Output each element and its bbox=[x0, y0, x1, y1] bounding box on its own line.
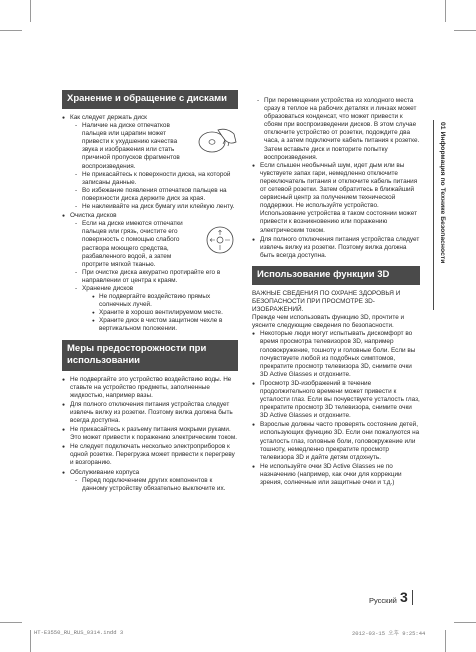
list-item: - Не прикасайтесь к поверхности диска, на которой записаны данные. bbox=[75, 171, 238, 187]
section-heading-precautions: Меры предосторожности при использовании bbox=[62, 340, 238, 371]
list-item: ● Храните диск в чистом защитном чехле в вертикальном положении. bbox=[92, 317, 238, 333]
list-item: ● Как следует держать диск - Наличие на диске отпечатков пальцев или царапин может привести к ухудшению качества звука и изображения или стать причиной пропусков фрагментов воспроизведения. - Не прикасайтесь к поверхности диска, на которой записаны данные. - Во избежание появления отпечатков пальцев на поверхности диска держите диск за края. - Не наклеивайте на диск бумагу или клейкую ленту. bbox=[62, 114, 238, 211]
list-item: - При перемещении устройства из холодного места сразу в теплое на рабочих деталях и линзах может образоваться конденсат, что может привести к сбоям при воспроизведении дисков. В этом случае отключите устройство от розетки, подождите два часа, а затем подключите кабель питания к розетке. Затем вставьте диск и повторите попытку воспроизведения. bbox=[257, 97, 420, 162]
list-item: - Хранение дисков ● Не подвергайте воздействию прямых солнечных лучей. ● Храните в хорошо вентилируемом месте. ● Храните диск в чистом защитном чехле в вертикальном положении. bbox=[75, 285, 238, 334]
list-item: ● Не прикасайтесь к разъему питания мокрыми руками. Это может привести к поражению электрическим током. bbox=[62, 426, 238, 442]
list-item: - Перед подключением других компонентов к данному устройству обязательно выключите их. bbox=[75, 477, 238, 493]
list-item: ● Не используйте очки 3D Active Glasses не по назначению (например, как очки для коррекции зрения, солнечные или защитные очки и т.д.) bbox=[252, 463, 420, 487]
print-slug-left: HT-E3550_RU_RUS_0314.indd 3 bbox=[34, 629, 124, 636]
crop-mark bbox=[445, 0, 446, 22]
list-item: - Во избежание появления отпечатков пальцев на поверхности диска держите диск за края. bbox=[75, 187, 238, 203]
safety-intro: Прежде чем использовать функцию 3D, прочтите и уясните следующие сведения по безопасности. bbox=[252, 314, 405, 330]
list-item: - Наличие на диске отпечатков пальцев или царапин может привести к ухудшению качества звука и изображения или стать причиной пропусков фрагментов воспроизведения. bbox=[75, 122, 238, 171]
list-item: ● Если слышен необычный шум, идет дым или вы чувствуете запах гари, немедленно отключите переключатель питания и отключите кабель питания от сетевой розетки. Затем обратитесь в ближайший сервисный центр за получением технической поддержки. Не используйте устройство. Использование устройства в таком состоянии может привести к возникновению или поражению электрическим током. bbox=[252, 162, 420, 235]
crop-mark bbox=[0, 30, 22, 31]
crop-mark bbox=[30, 630, 31, 652]
print-slug-right: 2012-03-15 오후 9:25:44 bbox=[352, 630, 426, 637]
list-item: ● Для полного отключения питания устройства следует извлечь вилку из розетки. Поэтому вилка должна быть всегда доступна. bbox=[252, 236, 420, 260]
list-item: ● Не подвергайте воздействию прямых солнечных лучей. bbox=[92, 293, 238, 309]
hand-holding-disc-illustration bbox=[196, 124, 238, 154]
crop-mark bbox=[454, 30, 476, 31]
crop-mark bbox=[454, 622, 476, 623]
footer-language: Русский bbox=[369, 596, 397, 605]
list-item: - Если на диске имеются отпечатки пальцев или грязь, очистите его поверхность с помощью слабого раствора моющего средства, разбавленного водой, а затем протрите мягкой тканью. bbox=[75, 220, 238, 269]
list-item: ● Очистка дисков - Если на диске имеются отпечатки пальцев или грязь, очистите его поверхность с помощью слабого раствора моющего средства, разбавленного водой, а затем протрите мягкой тканью. - При очистке диска аккуратно протирайте его в направлении от центра к краям. - Хранение дисков ● Не подвергайте воздействию прямых солнечных лучей. ● Храните в хорошо вентилируемом месте. ● Храните диск в чистом защитном чехле в вертикальном положении. bbox=[62, 212, 238, 333]
list-item: ● Просмотр 3D-изображений в течение продолжительного времени может привести к усталости глаз. Если вы почувствуете усталость глаз, прекратите просмотр 3D телевизора, снимите очки 3D Active Glasses и отдохните. bbox=[252, 380, 420, 420]
right-column bbox=[252, 97, 420, 488]
list-item: - При очистке диска аккуратно протирайте его в направлении от центра к краям. bbox=[75, 269, 238, 285]
list-item: ● Храните в хорошо вентилируемом месте. bbox=[92, 309, 238, 317]
list-item: ● Некоторые люди могут испытывать дискомфорт во время просмотра телевизоров 3D, например головокружение, тошноту и головные боли. Если вы почувствуете любой из подобных симптомов, прекратите просмотр телевизора 3D, снимите очки 3D Active Glasses и отдохните. bbox=[252, 330, 420, 379]
list-item: ● Не следует подключать несколько электроприборов к одной розетке. Перегрузка может привести к перегреву и возгоранию. bbox=[62, 443, 238, 467]
safety-notice-caps: ВАЖНЫЕ СВЕДЕНИЯ ПО ОХРАНЕ ЗДОРОВЬЯ И БЕЗОПАСНОСТИ ПРИ ПРОСМОТРЕ 3D-ИЗОБРАЖЕНИЙ. bbox=[252, 289, 401, 314]
list-item: ● Для полного отключения питания устройства следует извлечь вилку из розетки. Поэтому вилка должна быть всегда доступна. bbox=[62, 401, 238, 425]
precautions-list-continued bbox=[252, 97, 420, 260]
3d-safety-list bbox=[252, 330, 420, 487]
crop-mark bbox=[445, 630, 446, 652]
list-item: ● Обслуживание корпуса - Перед подключением других компонентов к данному устройству обязательно выключите их. bbox=[62, 469, 238, 493]
disc-cleaning-illustration bbox=[196, 222, 238, 256]
list-item: ● Взрослые должны часто проверять состояние детей, использующих функцию 3D. Если они пожалуются на усталость глаз, головные боли, головокружение или тошноту, немедленно прекратите просмотр телевизора 3D и дайте детям отдохнуть. bbox=[252, 421, 420, 461]
list-item: ● Не подвергайте это устройство воздействию воды. Не ставьте на устройство предметы, заполненные жидкостью, например вазы. bbox=[62, 376, 238, 400]
left-column bbox=[62, 90, 238, 494]
crop-mark bbox=[0, 622, 22, 623]
footer-divider bbox=[412, 590, 413, 605]
list-item: - Не наклеивайте на диск бумагу или клейкую ленту. bbox=[75, 203, 238, 211]
section-heading-disc-storage: Хранение и обращение с дисками bbox=[62, 90, 238, 109]
crop-mark bbox=[30, 0, 31, 22]
chapter-side-label: 01 Информация по Технике Безопасности bbox=[439, 122, 446, 264]
precautions-list bbox=[62, 376, 238, 493]
disc-handling-list bbox=[62, 114, 238, 334]
section-heading-3d-function: Использование функции 3D bbox=[252, 266, 420, 285]
page-number: 3 bbox=[400, 589, 408, 605]
